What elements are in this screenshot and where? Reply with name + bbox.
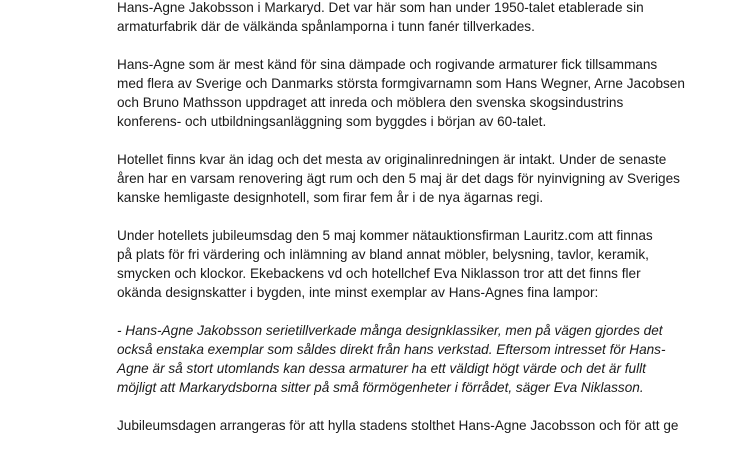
paragraph-intro [117, 0, 647, 36]
text-line: Hans-Agne som är mest känd för sina dämpade och rogivande armaturer fick tillsammans [117, 57, 658, 72]
paragraph-auction [117, 226, 653, 302]
text-line: åren har en varsam renovering ägt rum och den 5 maj är det dags för nyinvigning av Sveriges [117, 171, 680, 186]
text-line: konferens- och utbildningsanläggning som byggdes i början av 60-talet. [117, 114, 547, 129]
text-line: möjligt att Markarydsborna sitter på små förmögenheter i förrådet, säger Eva Niklasson. [117, 380, 644, 395]
text-line: på plats för fri värdering och inlämning av bland annat möbler, belysning, tavlor, keramik, [117, 247, 649, 262]
text-line: kanske hemligaste designhotell, som firar fem år i de nya ägarnas regi. [117, 190, 544, 205]
text-line: Hotellet finns kvar än idag och det mesta av originalinredningen är intakt. Under de senaste [117, 152, 667, 167]
paragraph-hotel [117, 150, 680, 207]
paragraph-designers [117, 55, 685, 131]
text-line: Jubileumsdagen arrangeras för att hylla stadens stolthet Hans-Agne Jacobsson och för att ge [117, 418, 679, 433]
text-line: Hans-Agne Jakobsson i Markaryd. Det var här som han under 1950-talet etablerade sin [117, 0, 644, 15]
text-line: med flera av Sverige och Danmarks största formgivarnamn som Hans Wegner, Arne Jacobsen [117, 76, 685, 91]
text-line: och Bruno Mathsson uppdraget att inreda och möblera den svenska skogsindustrins [117, 95, 624, 110]
text-line: Agne är så stort utomlands kan dessa armaturer ha ett väldigt högt värde och det är fullt [117, 361, 646, 376]
paragraph-quote [117, 321, 666, 397]
text-line: också enstaka exemplar som såldes direkt från hans verkstad. Eftersom intresset för Hans- [117, 342, 666, 357]
paragraph-jubilee [117, 416, 679, 435]
text-line: armaturfabrik där de välkända spånlamporna i tunn fanér tillverkades. [117, 19, 535, 34]
text-line: okända designskatter i bygden, inte minst exemplar av Hans-Agnes fina lampor: [117, 285, 599, 300]
text-line: smycken och klockor. Ekebackens vd och hotellchef Eva Niklasson tror att det finns fler [117, 266, 641, 281]
document-body [117, 0, 685, 454]
text-line: Under hotellets jubileumsdag den 5 maj kommer nätauktionsfirman Lauritz.com att finnas [117, 228, 653, 243]
text-line: - Hans-Agne Jakobsson serietillverkade många designklassiker, men på vägen gjordes det [117, 323, 663, 338]
